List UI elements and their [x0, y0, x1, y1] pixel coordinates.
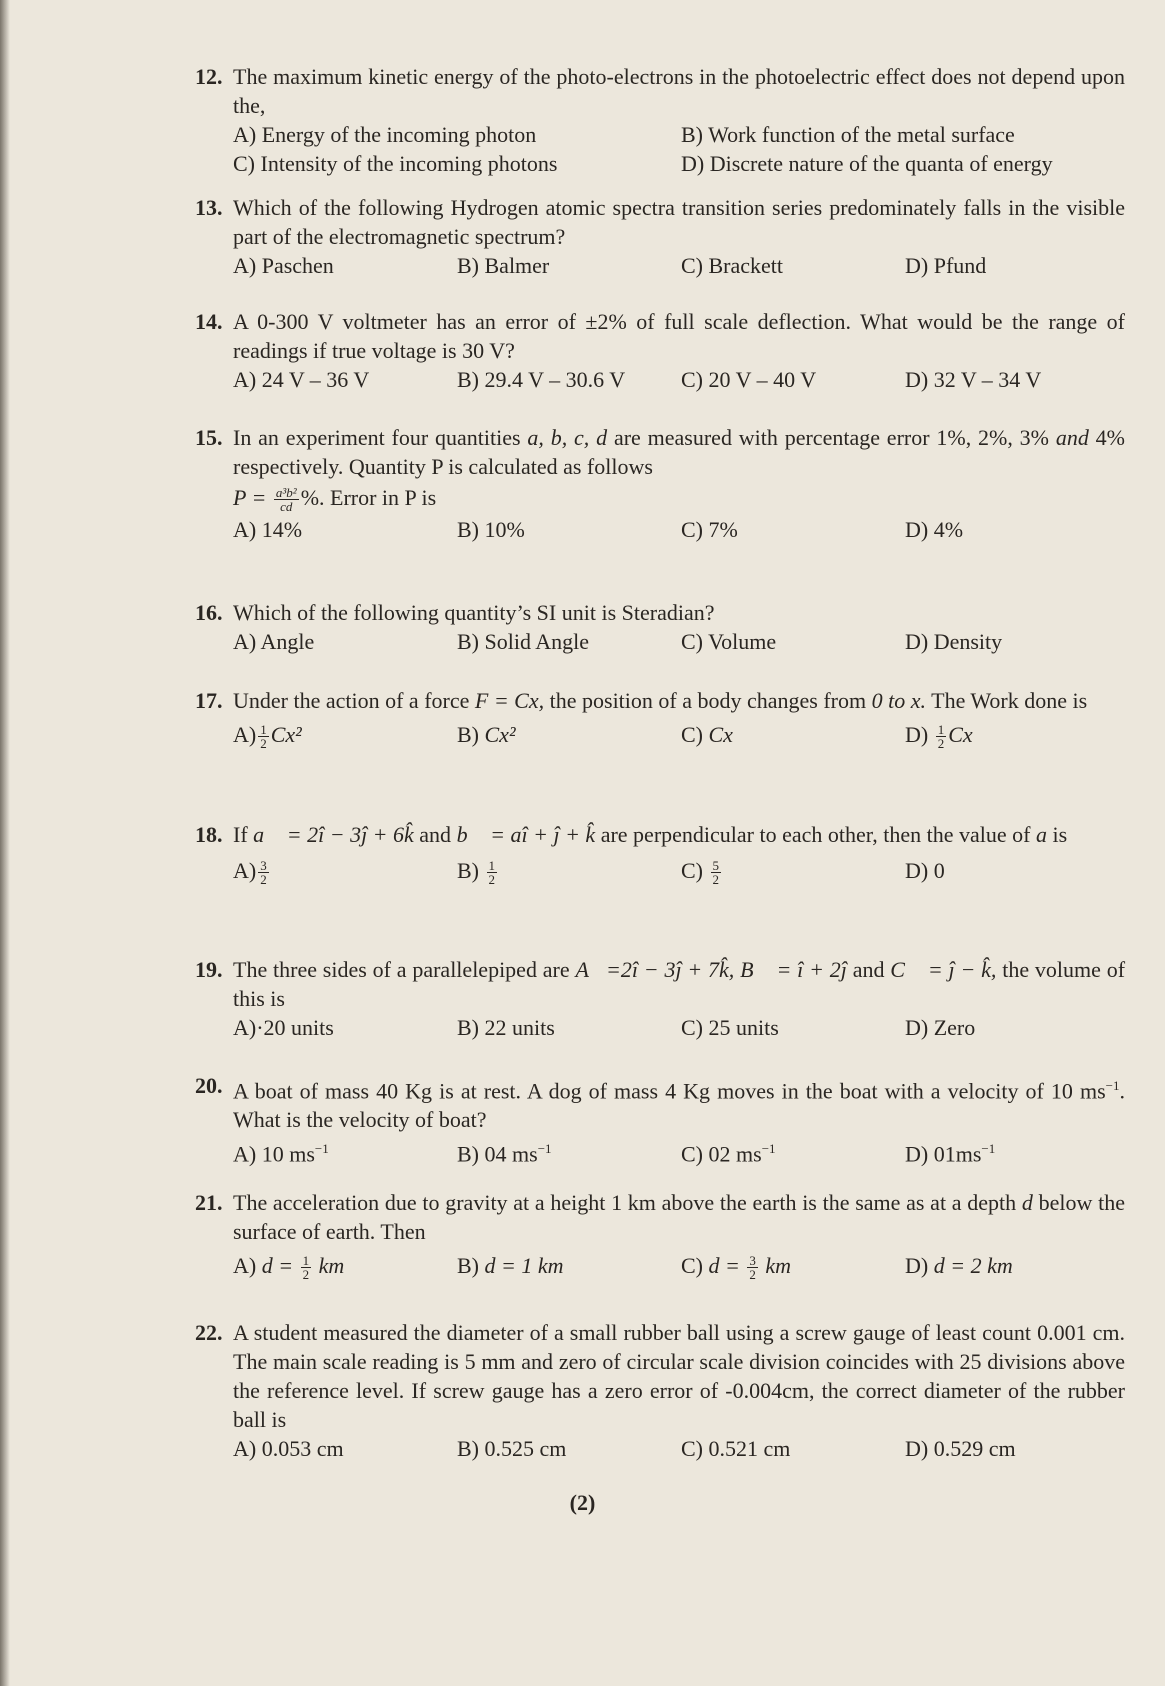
option-b: B) Work function of the metal surface: [681, 122, 1015, 147]
formula-fraction: [274, 486, 299, 513]
option-d: D) 4%: [905, 517, 964, 542]
option-a: [233, 715, 457, 755]
question-text: The maximum kinetic energy of the photo-electrons in the photoelectric effect does not depend upon the,: [233, 64, 1125, 118]
option-unit: km: [765, 1253, 792, 1278]
fraction-denominator: cd: [280, 499, 293, 515]
option-d: D) Density: [905, 629, 1003, 654]
option-b: [457, 715, 681, 755]
question-16: [195, 598, 1125, 656]
option-base: D) 01ms: [905, 1141, 982, 1167]
question-21: [195, 1188, 1125, 1286]
fraction-denominator: 2: [260, 872, 267, 888]
fraction-numerator: 1: [260, 722, 267, 738]
question-number: 12.: [195, 64, 223, 89]
text-part: are measured with percentage error 1%, 2%, 3%: [613, 425, 1050, 450]
fraction-numerator: 1: [488, 858, 495, 874]
options: [233, 627, 1125, 656]
option-label: B): [457, 722, 479, 747]
option-c: C) Brackett: [681, 253, 784, 278]
option-a: [233, 1246, 457, 1286]
vector-a: A⃗=2î − 3ĵ + 7k̂,: [575, 957, 735, 982]
math-and: and: [1055, 425, 1089, 450]
option-label: D): [905, 1253, 929, 1278]
option-d: D) 32 V – 34 V: [905, 367, 1042, 392]
text-part: The acceleration due to gravity at a height 1 km above the earth is the same as at a depth: [233, 1190, 1017, 1215]
fraction-numerator: 1: [937, 722, 945, 738]
math-range: 0 to x.: [871, 688, 927, 713]
text-part: the position of a body changes from: [549, 688, 867, 713]
text-part: The Work done is: [931, 688, 1088, 713]
option-a: A) 24 V – 36 V: [233, 367, 370, 392]
option-a: [233, 849, 457, 893]
option-label: A): [233, 1253, 257, 1278]
vector-b: b⃗ = aî + ĵ + k̂: [456, 822, 596, 847]
text-part: is: [1052, 822, 1068, 847]
option-fraction: [258, 723, 269, 750]
option-c: C) 7%: [681, 517, 738, 542]
option-b: B) 22 units: [457, 1015, 555, 1040]
option-c: [681, 715, 905, 755]
options: [233, 715, 1125, 755]
formula: [233, 481, 1125, 515]
formula-lhs: P =: [233, 485, 267, 510]
question-text: [233, 820, 1125, 849]
option-d: D) Zero: [905, 1015, 976, 1040]
fraction-denominator: 2: [749, 1267, 756, 1283]
question-17: [195, 686, 1125, 755]
question-number: 17.: [195, 688, 223, 713]
text-part: If: [233, 822, 248, 847]
option-a: A) 14%: [233, 517, 303, 542]
question-15: [195, 423, 1125, 544]
fraction-denominator: 2: [937, 736, 945, 752]
question-22: [195, 1318, 1125, 1463]
text-part: A boat of mass 40 Kg is at rest. A dog of mass 4 Kg moves in the boat with a velocity of 10 ms: [233, 1078, 1106, 1104]
option-label: A): [233, 858, 257, 883]
option-c: [681, 849, 905, 893]
text-part: Under the action of a force: [233, 688, 470, 713]
option-b: B) Balmer: [457, 253, 550, 278]
question-14: [195, 307, 1125, 394]
question-number: 15.: [195, 425, 223, 450]
question-text: [233, 955, 1125, 1013]
unit-exponent: −1: [314, 1141, 329, 1157]
option-expression: Cx: [948, 722, 973, 747]
options: [233, 849, 1125, 893]
page-edge-shadow: [0, 0, 10, 1686]
text-part: and: [852, 957, 885, 982]
option-lhs: d = 2: [933, 1253, 982, 1278]
math-variable: a: [1035, 822, 1047, 847]
option-expression: Cx²: [484, 722, 516, 747]
option-b: B) Solid Angle: [457, 629, 590, 654]
question-18: [195, 820, 1125, 893]
fraction-denominator: 2: [302, 1267, 310, 1283]
question-text: [233, 1071, 1125, 1134]
question-text: [233, 686, 1125, 715]
option-fraction: [711, 859, 722, 886]
option-c: [681, 1246, 905, 1286]
option-a: A) 0.053 cm: [233, 1436, 344, 1461]
text-part: are perpendicular to each other, then the value of: [600, 822, 1031, 847]
option-d: D) 0.529 cm: [905, 1436, 1016, 1461]
option-unit: km: [537, 1253, 564, 1278]
options: [233, 1434, 1125, 1463]
question-number: 14.: [195, 309, 223, 334]
question-13: [195, 193, 1125, 280]
text-part: the volume of this is: [233, 957, 1126, 1011]
fraction-denominator: 2: [712, 872, 719, 888]
option-label: B): [457, 1253, 479, 1278]
option-c: C) Intensity of the incoming photons: [233, 151, 558, 176]
options: [233, 251, 1125, 280]
option-a: A) Energy of the incoming photon: [233, 122, 537, 147]
option-expression: Cx²: [270, 722, 302, 747]
question-number: 13.: [195, 195, 223, 220]
option-expression: Cx: [708, 722, 733, 747]
vector-a: a⃗ = 2î − 3ĵ + 6k̂: [253, 822, 414, 847]
math-variables: a, b, c, d: [527, 425, 608, 450]
question-19: [195, 955, 1125, 1042]
option-c: [681, 1134, 905, 1168]
question-20: [195, 1071, 1125, 1169]
unit-exponent: −1: [537, 1141, 552, 1157]
math-variable: d: [1021, 1190, 1033, 1215]
option-d: D) Pfund: [905, 253, 987, 278]
options: [233, 365, 1125, 394]
option-label: D): [905, 722, 929, 747]
question-12: [195, 62, 1125, 178]
option-c: C) 25 units: [681, 1015, 779, 1040]
options: [233, 1013, 1125, 1042]
question-text: [233, 1188, 1125, 1246]
option-base: A) 10 ms: [233, 1141, 315, 1167]
math-force: F = Cx,: [474, 688, 545, 713]
option-a: A)·20 units: [233, 1015, 334, 1040]
question-text: A 0-300 V voltmeter has an error of ±2% of full scale deflection. What would be the range of readings if true voltage is 30 V?: [233, 309, 1125, 363]
fraction-numerator: a³b²: [275, 485, 297, 501]
text-part: . What is the velocity of boat?: [233, 1078, 1125, 1133]
options: [233, 1134, 1125, 1168]
text-part: In an experiment four quantities: [233, 425, 521, 450]
option-base: C) 02 ms: [681, 1141, 762, 1167]
text-part: and: [419, 822, 452, 847]
question-number: 16.: [195, 600, 223, 625]
fraction-numerator: 1: [302, 1253, 310, 1269]
option-d: [905, 715, 1129, 755]
fraction-denominator: 2: [260, 736, 267, 752]
option-a: A) Paschen: [233, 253, 334, 278]
unit-exponent: −1: [1105, 1078, 1120, 1093]
unit-exponent: −1: [761, 1141, 776, 1157]
text-part: below the surface of earth. Then: [233, 1190, 1125, 1244]
option-label: A): [233, 722, 257, 747]
option-fraction: [487, 859, 498, 886]
option-label: C): [681, 858, 703, 883]
question-number: 18.: [195, 822, 223, 847]
question-text: A student measured the diameter of a small rubber ball using a screw gauge of least count 0.001 cm. The main scale reading is 5 mm and zero of circular scale division coincides with 25 divisions above the reference level. If screw gauge has a zero error of -0.004cm, the correct diameter of the rubber ball is: [233, 1320, 1125, 1432]
question-text: [233, 423, 1125, 481]
question-text: Which of the following Hydrogen atomic spectra transition series predominately falls in the visible part of the electromagnetic spectrum?: [233, 195, 1125, 249]
option-b: B) 29.4 V – 30.6 V: [457, 367, 626, 392]
option-c: C) 20 V – 40 V: [681, 367, 817, 392]
question-number: 22.: [195, 1320, 223, 1345]
option-a: [233, 1134, 457, 1168]
vector-b: B⃗ = î + 2ĵ: [740, 957, 847, 982]
options: [233, 120, 1125, 178]
option-b: [457, 1246, 681, 1286]
option-base: B) 04 ms: [457, 1141, 538, 1167]
option-fraction: [747, 1254, 758, 1281]
options: [233, 1246, 1125, 1286]
question-number: 20.: [195, 1073, 223, 1098]
option-label: C): [681, 722, 703, 747]
option-d: D) 0: [905, 858, 945, 883]
option-d: [905, 1246, 1129, 1286]
option-fraction: [301, 1254, 312, 1281]
unit-exponent: −1: [981, 1141, 996, 1157]
option-label: B): [457, 858, 479, 883]
option-a: A) Angle: [233, 629, 315, 654]
option-unit: km: [987, 1253, 1013, 1278]
option-fraction: [258, 859, 269, 886]
option-unit: km: [318, 1253, 345, 1278]
options: [233, 515, 1125, 544]
fraction-numerator: 3: [260, 858, 267, 874]
text-part: The three sides of a parallelepiped are: [233, 957, 570, 982]
option-lhs: d =: [261, 1253, 294, 1278]
option-lhs: d = 1: [484, 1253, 533, 1278]
fraction-numerator: 5: [712, 858, 719, 874]
vector-c: C⃗ = ĵ − k̂,: [890, 957, 997, 982]
question-number: 19.: [195, 957, 223, 982]
option-c: C) 0.521 cm: [681, 1436, 791, 1461]
fraction-denominator: 2: [488, 872, 495, 888]
option-fraction: [936, 723, 947, 750]
page-number: (2): [569, 1490, 596, 1515]
option-b: B) 0.525 cm: [457, 1436, 567, 1461]
question-number: 21.: [195, 1190, 223, 1215]
option-b: B) 10%: [457, 517, 525, 542]
option-b: [457, 849, 681, 893]
fraction-numerator: 3: [749, 1253, 756, 1269]
formula-rest: %. Error in P is: [300, 485, 437, 510]
option-b: [457, 1134, 681, 1168]
question-text: Which of the following quantity’s SI unit is Steradian?: [233, 600, 715, 625]
option-lhs: d =: [708, 1253, 740, 1278]
option-d: D) Discrete nature of the quanta of energy: [681, 151, 1053, 176]
option-d: [905, 1134, 1129, 1168]
text-part: 4% respectively. Quantity P is calculated as follows: [233, 425, 1125, 479]
option-c: C) Volume: [681, 629, 777, 654]
option-label: C): [681, 1253, 703, 1278]
